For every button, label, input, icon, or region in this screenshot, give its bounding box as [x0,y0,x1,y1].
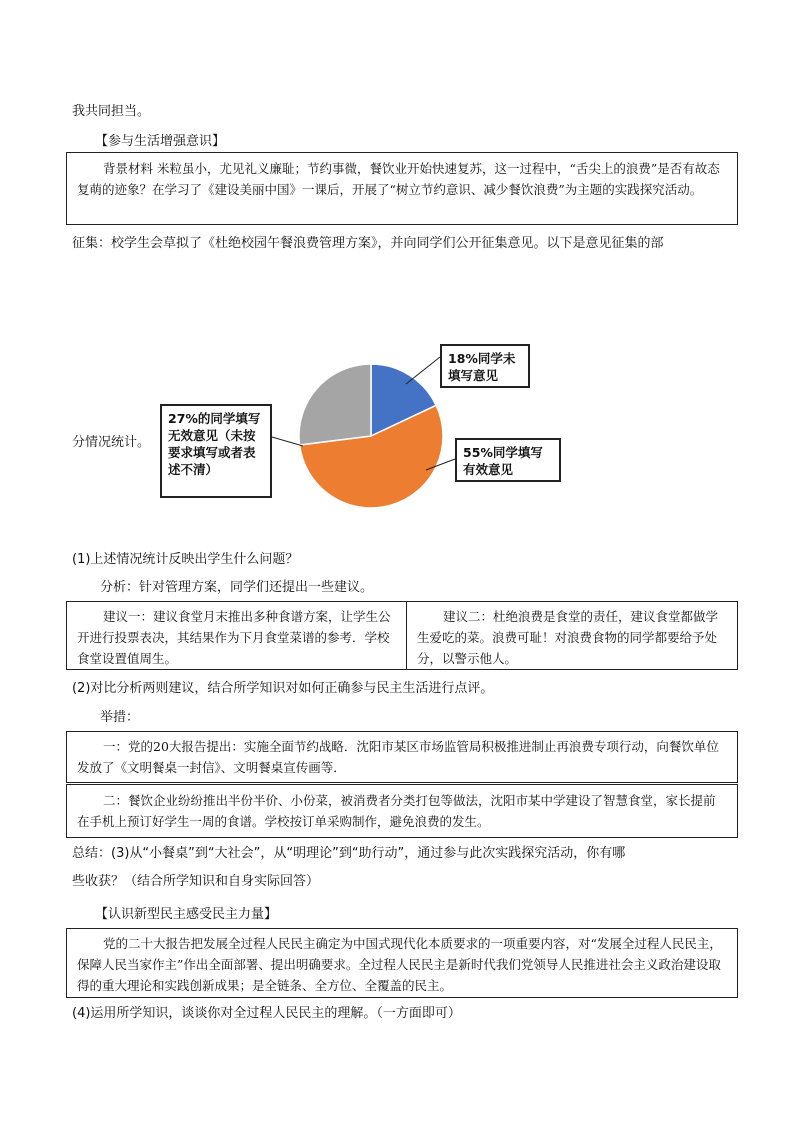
callout-invalid [160,404,272,498]
question-2: (2)对比分析两则建议，结合所学知识对如何正确参与民主生活进行点评。 [72,681,494,696]
question-3-line-1: 总结：(3)从“小餐桌”到“大社会”，从“明理论”到“助行动”，通过参与此次实践探究活动，你有哪 [72,846,626,861]
callout-invalid-text: 27%的同学填写无效意见（未按要求填写或者表述不清） [168,411,261,477]
democracy-material-text: 党的二十大报告把发展全过程人民民主确定为中国式现代化本质要求的一项重要内容，对“发展全过程人民民主，保障人民当家作主”作出全面部署、提出明确要求。全过程人民民主是新时代我们党领导人民推进社会主义政治建设取得的重大理论和实践创新成果；是全链条、全方位、全覆盖的民主。 [77,936,722,993]
callout-valid-text: 55%同学填写有效意见 [463,445,543,477]
measure-1-text: 一：党的20大报告提出：实施全面节约战略．沈阳市某区市场监管局积极推进制止再浪费专项行动，向餐饮单位发放了《文明餐桌一封信》、文明餐桌宣传画等． [77,739,719,775]
question-1: (1)上述情况统计反映出学生什么问题？ [72,552,299,567]
pie-chart [0,0,800,520]
measures-label: 举措： [100,710,140,725]
suggestions-box [66,601,738,670]
callout-valid [455,438,561,482]
callout-unfilled [440,344,530,388]
question-3-line-2: 些收获？（结合所学知识和自身实际回答） [72,874,320,889]
pie-slice-invalid [299,364,371,445]
suggestion-1 [67,602,407,669]
suggestion-2 [407,602,737,669]
analysis-label: 分析：针对管理方案，同学们还提出一些建议。 [100,580,374,595]
question-4: (4)运用所学知识，谈谈你对全过程人民民主的理解。（一方面即可） [72,1006,461,1021]
collect-line: 征集：校学生会草拟了《杜绝校园午餐浪费管理方案》，并向同学们公开征集意见。以下是意见征集的部 [72,236,664,251]
section-heading-democracy: 【认识新型民主感受民主力量】 [95,907,278,922]
suggestion-2-text: 建议二：杜绝浪费是食堂的责任，建议食堂都做学生爱吃的菜。浪费可耻！对浪费食物的同学都要给予处分，以警示他人。 [417,609,719,666]
suggestion-1-text: 建议一：建议食堂月末推出多种食谱方案，让学生公开进行投票表决，其结果作为下月食堂菜谱的参考．学校食堂设置值周生。 [77,609,391,666]
section-heading-participation: 【参与生活增强意识】 [95,134,226,149]
measure-2-text: 二：餐饮企业纷纷推出半份半价、小份菜，被消费者分类打包等做法，沈阳市某中学建设了智慧食堂，家长提前在手机上预订好学生一周的食谱。学校按订单采购制作，避免浪费的发生。 [77,793,716,829]
measure-1-box [66,731,738,783]
stats-label: 分情况统计。 [72,435,151,450]
democracy-material-box [66,928,738,998]
callout-leader-blue [406,357,440,384]
background-material-text: 背景材料 米粒虽小，尤见礼义廉耻；节约事微，餐饮业开始快速复苏，这一过程中，“舌尖上的浪费”是否有故态复萌的迹象？在学习了《建设美丽中国》一课后，开展了“树立节约意识、减少餐饮浪费”为主题的实践探究活动。 [77,161,720,197]
top-line: 我共同担当。 [72,104,151,119]
callout-unfilled-text: 18%同学未填写意见 [448,351,516,383]
measure-2-box [66,784,738,838]
